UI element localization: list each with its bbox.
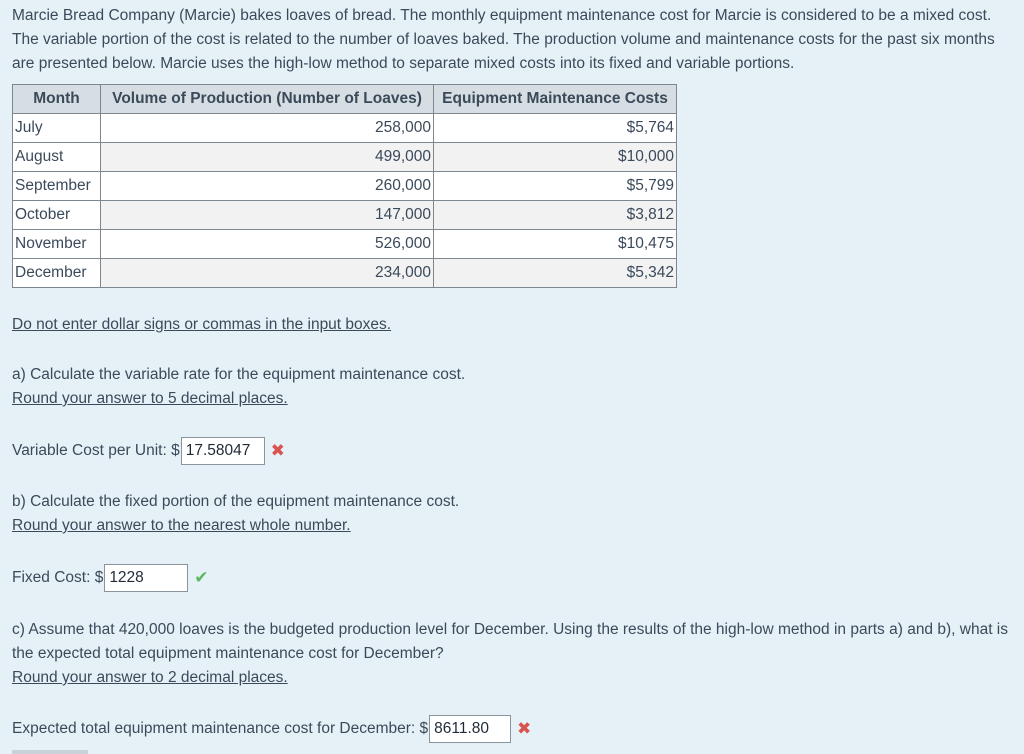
incorrect-x-icon: ✖ — [517, 719, 532, 738]
header-month: Month — [13, 85, 101, 114]
input-instructions: Do not enter dollar signs or commas in the input boxes. — [12, 316, 392, 333]
expected-cost-row — [12, 714, 533, 744]
table-row — [13, 143, 677, 172]
cell-volume: 234,000 — [101, 259, 434, 288]
cell-volume: 147,000 — [101, 201, 434, 230]
production-cost-table — [12, 84, 677, 288]
cell-month: October — [13, 201, 101, 230]
expected-cost-input[interactable] — [429, 715, 511, 743]
question-b-text: b) Calculate the fixed portion of the equipment maintenance cost. — [12, 493, 460, 510]
question-b-rounding: Round your answer to the nearest whole number. — [12, 517, 351, 534]
question-a-text: a) Calculate the variable rate for the equipment maintenance cost. — [12, 366, 466, 383]
cell-volume: 258,000 — [101, 114, 434, 143]
expected-cost-label: Expected total equipment maintenance cost for December: $ — [12, 720, 429, 737]
question-c — [12, 618, 1012, 690]
table-row — [13, 201, 677, 230]
submit-button-edge[interactable] — [12, 750, 88, 754]
table-row — [13, 230, 677, 259]
variable-cost-row — [12, 436, 287, 466]
question-c-text: c) Assume that 420,000 loaves is the budgeted production level for December. Using the results of the high-low method in parts a) and b), what is the expected total equipment maintenance cost for December? — [12, 621, 1008, 662]
cell-volume: 526,000 — [101, 230, 434, 259]
problem-intro: Marcie Bread Company (Marcie) bakes loaves of bread. The monthly equipment maintenance cost for Marcie is considered to be a mixed cost. The variable portion of the cost is related to the number of loaves baked. The production volume and maintenance costs for the past six months are presented below. Marcie uses the high-low method to separate mixed costs into its fixed and variable portions. — [12, 7, 995, 72]
cell-cost: $5,799 — [434, 172, 677, 201]
cell-volume: 499,000 — [101, 143, 434, 172]
cell-cost: $10,000 — [434, 143, 677, 172]
cell-cost: $3,812 — [434, 201, 677, 230]
cell-month: September — [13, 172, 101, 201]
table-header-row — [13, 85, 677, 114]
variable-cost-input[interactable] — [181, 437, 265, 465]
fixed-cost-label: Fixed Cost: $ — [12, 569, 104, 586]
cell-cost: $5,342 — [434, 259, 677, 288]
correct-check-icon: ✔ — [194, 568, 209, 587]
cell-month: November — [13, 230, 101, 259]
question-c-rounding: Round your answer to 2 decimal places. — [12, 669, 288, 686]
table-row — [13, 259, 677, 288]
incorrect-x-icon: ✖ — [270, 441, 285, 460]
cell-month: August — [13, 143, 101, 172]
table-row — [13, 172, 677, 201]
table-row — [13, 114, 677, 143]
question-b — [12, 490, 459, 538]
question-a-rounding: Round your answer to 5 decimal places. — [12, 390, 288, 407]
header-volume: Volume of Production (Number of Loaves) — [101, 85, 434, 114]
variable-cost-label: Variable Cost per Unit: $ — [12, 442, 180, 459]
fixed-cost-input[interactable] — [104, 564, 188, 592]
fixed-cost-row — [12, 563, 210, 593]
cell-cost: $5,764 — [434, 114, 677, 143]
cell-month: July — [13, 114, 101, 143]
cell-volume: 260,000 — [101, 172, 434, 201]
question-a — [12, 363, 465, 411]
cell-cost: $10,475 — [434, 230, 677, 259]
header-cost: Equipment Maintenance Costs — [434, 85, 677, 114]
cell-month: December — [13, 259, 101, 288]
